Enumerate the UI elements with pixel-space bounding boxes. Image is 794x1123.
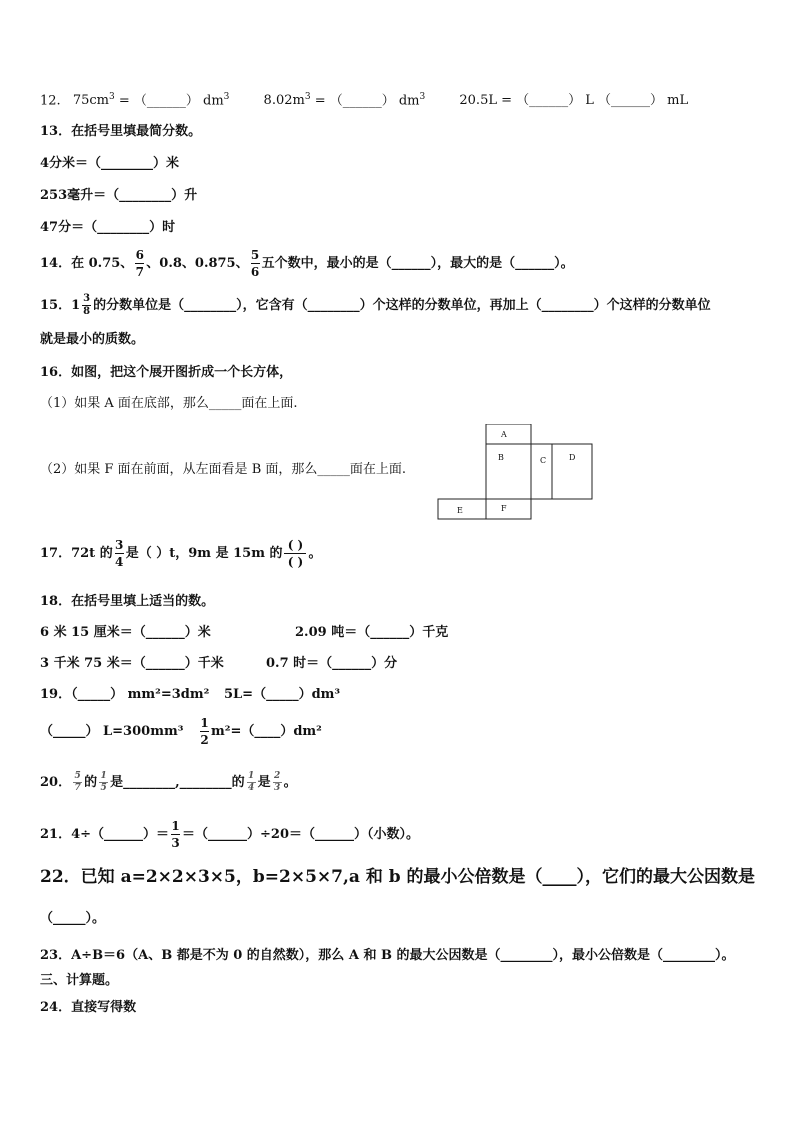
question-21 xyxy=(40,813,419,857)
text: 是________,________的 xyxy=(110,775,245,790)
text: 2.09 吨＝（______）千克 xyxy=(295,625,449,640)
text: ＝（______）÷20＝（______）（小数）。 xyxy=(182,827,420,842)
fraction xyxy=(135,247,144,280)
question-number: 12. xyxy=(40,93,61,109)
question-23: 23．A÷B＝6（A、B 都是不为 0 的自然数），那么 A 和 B 的最大公因数是（________），最小公倍数是（________）。 xyxy=(40,948,735,963)
text: 21．4÷（______）＝ xyxy=(40,827,170,842)
text: 。 xyxy=(308,546,322,561)
cuboid-net-svg xyxy=(435,424,595,522)
text: 15．1 xyxy=(40,298,81,313)
question-22: 22．已知 a=2×2×3×5，b=2×5×7,a 和 b 的最小公倍数是（____），它们的最大公因数是 xyxy=(40,867,756,887)
text: m²=（____）dm² xyxy=(211,724,322,739)
question-24: 24．直接写得数 xyxy=(40,1000,137,1015)
text: 20． xyxy=(40,775,72,790)
question-13-title: 13．在括号里填最简分数。 xyxy=(40,124,202,139)
fraction xyxy=(284,537,306,570)
text: （_____） L=300mm³ xyxy=(40,724,184,739)
denominator: 3 xyxy=(171,836,180,850)
net-label-b: B xyxy=(498,453,504,462)
fraction xyxy=(247,771,256,794)
denominator: 7 xyxy=(74,783,81,793)
superscript: 3 xyxy=(223,92,230,102)
question-15-continuation: 就是最小的质数。 xyxy=(40,332,145,347)
numerator: ( ) xyxy=(287,538,304,552)
text: 是（ ）t，9m 是 15m 的 xyxy=(125,546,283,561)
numerator: 3 xyxy=(83,293,91,304)
numerator: 1 xyxy=(248,771,255,781)
numerator: 6 xyxy=(135,248,144,262)
superscript: 3 xyxy=(304,92,311,102)
denominator: 8 xyxy=(83,306,91,317)
denominator: 6 xyxy=(250,265,260,279)
question-17 xyxy=(40,532,322,576)
text: 75cm xyxy=(72,93,109,109)
question-16-part-1: （1）如果 A 面在底部，那么_____面在上面. xyxy=(40,396,298,411)
question-14 xyxy=(40,242,574,286)
numerator: 1 xyxy=(100,771,107,781)
fraction xyxy=(73,771,82,794)
text: 五个数中，最小的是（______），最大的是（______）。 xyxy=(261,256,574,271)
question-22-continuation: （_____）。 xyxy=(40,911,106,926)
fraction xyxy=(82,293,91,318)
denominator: 2 xyxy=(200,733,209,747)
fraction xyxy=(251,247,260,280)
numerator: 5 xyxy=(74,771,81,781)
text: 14．在 0.75、 xyxy=(40,256,134,271)
question-16-title: 16．如图，把这个展开图折成一个长方体， xyxy=(40,365,293,380)
text: 0.7 时＝（______）分 xyxy=(266,656,398,671)
fraction xyxy=(171,818,180,851)
denominator: 4 xyxy=(115,555,124,569)
numerator: 3 xyxy=(115,538,124,552)
question-18-line-1 xyxy=(40,624,448,642)
text: 20.5L = （______） L （______） mL xyxy=(459,93,689,109)
denominator: 5 xyxy=(100,783,107,793)
text: = （______） dm xyxy=(114,93,224,109)
numerator: 1 xyxy=(200,716,209,730)
numerator: 2 xyxy=(274,771,281,781)
question-18-title: 18．在括号里填上适当的数。 xyxy=(40,594,215,609)
text: 、0.8、0.875、 xyxy=(146,256,249,271)
question-13-line-3: 47分＝（________）时 xyxy=(40,220,176,235)
question-16-part-2: （2）如果 F 面在前面，从左面看是 B 面，那么_____面在上面. xyxy=(40,462,407,477)
question-13-line-1: 4分米＝（________）米 xyxy=(40,156,180,171)
fraction xyxy=(273,771,282,794)
text: 6 米 15 厘米＝（______）米 xyxy=(40,625,211,640)
denominator: 4 xyxy=(248,783,255,793)
numerator: 1 xyxy=(171,819,180,833)
section-heading: 三、计算题。 xyxy=(40,973,119,988)
text: = （______） dm xyxy=(310,93,420,109)
question-12 xyxy=(40,88,688,110)
net-label-d: D xyxy=(569,453,576,462)
question-19-line-2 xyxy=(40,710,322,754)
net-label-c: C xyxy=(540,456,547,465)
net-label-e: E xyxy=(457,506,463,515)
fraction xyxy=(99,771,108,794)
net-label-a: A xyxy=(501,430,507,439)
text: 的 xyxy=(84,775,98,790)
net-label-f: F xyxy=(501,504,507,513)
numerator: 5 xyxy=(250,248,260,262)
denominator: ( ) xyxy=(287,555,304,569)
text: 5L=（_____）dm³ xyxy=(224,687,341,702)
question-13-line-2: 253毫升＝（________）升 xyxy=(40,188,198,203)
superscript: 3 xyxy=(419,92,426,102)
fraction xyxy=(200,715,209,748)
question-20 xyxy=(40,764,297,802)
text: 8.02m xyxy=(263,93,305,109)
denominator: 3 xyxy=(274,783,281,793)
text: 。 xyxy=(283,775,297,790)
fraction xyxy=(115,537,124,570)
superscript: 3 xyxy=(108,92,115,102)
cuboid-net-figure xyxy=(435,424,595,522)
text: 是 xyxy=(257,775,271,790)
denominator: 7 xyxy=(135,265,144,279)
text: 3 千米 75 米＝（______）千米 xyxy=(40,656,224,671)
question-19-line-1 xyxy=(40,686,340,704)
question-18-line-2 xyxy=(40,655,397,673)
text: 19．（_____） mm²=3dm² xyxy=(40,687,210,702)
question-15 xyxy=(40,288,711,324)
text: 17．72t 的 xyxy=(40,546,113,561)
text: 的分数单位是（________），它含有（________）个这样的分数单位，再加上（________）个这样的分数单位 xyxy=(93,298,711,313)
